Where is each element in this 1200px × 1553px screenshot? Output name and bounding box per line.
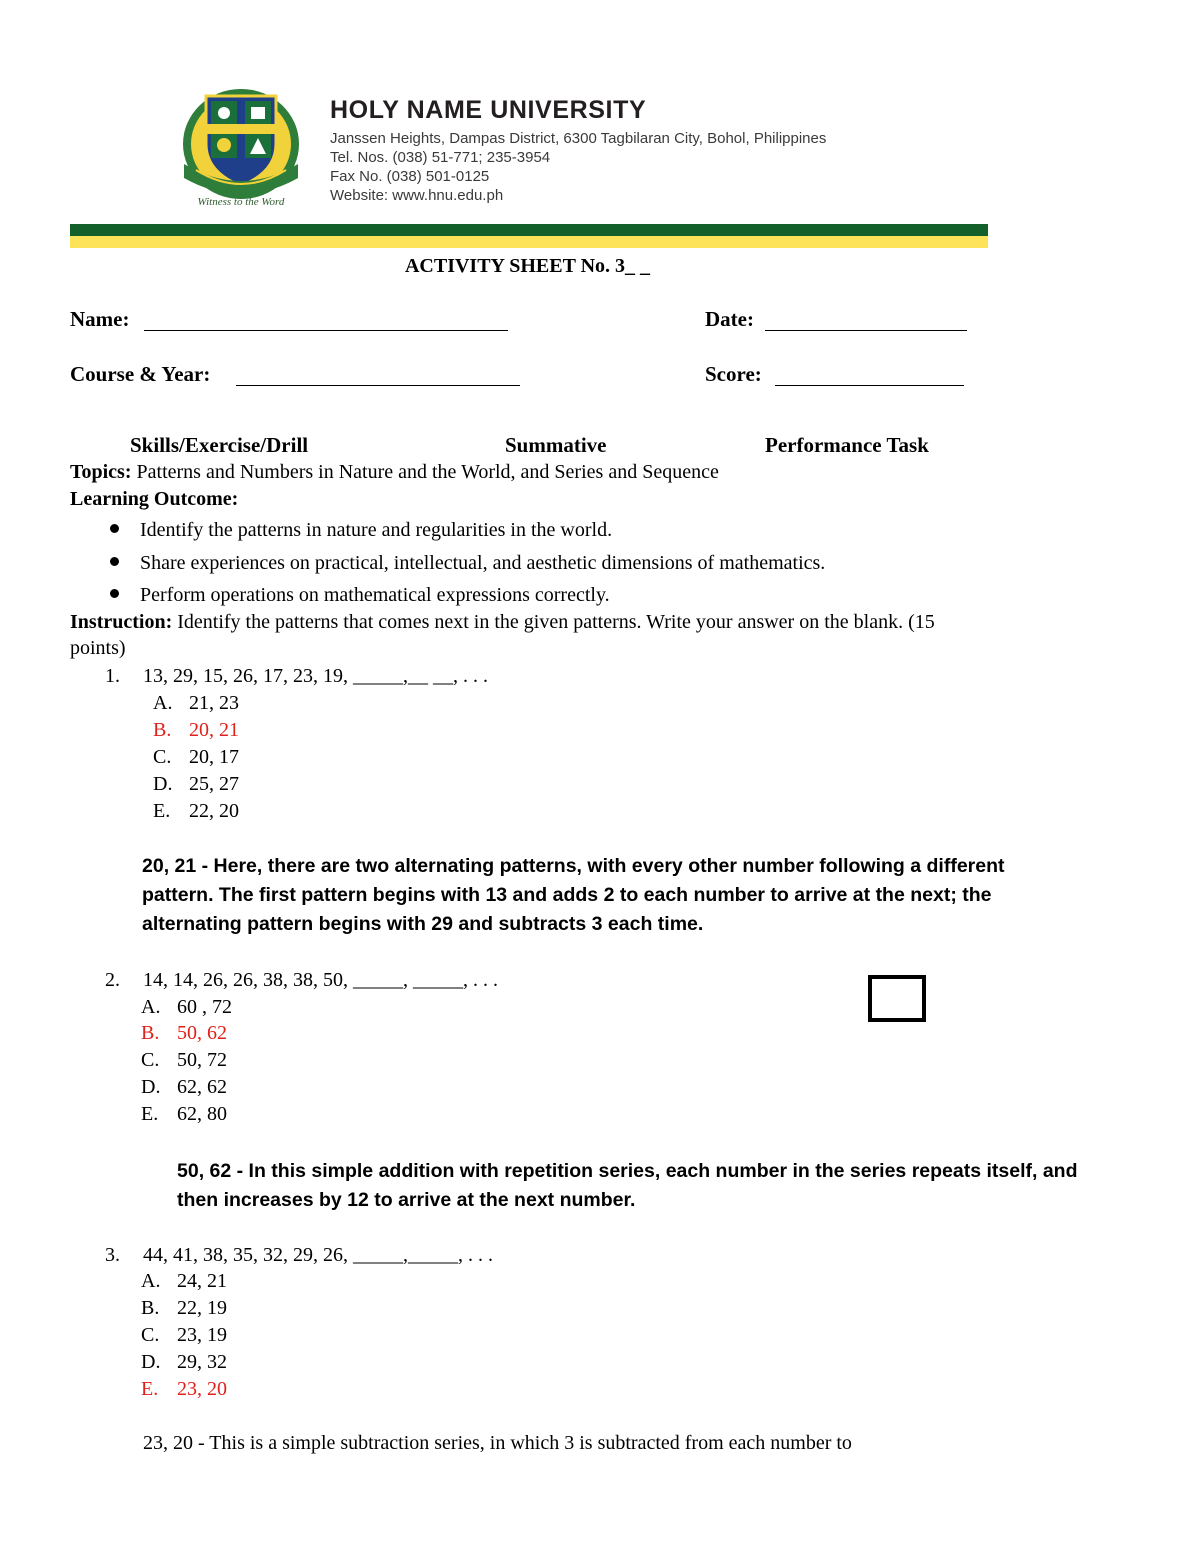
name-field[interactable]: [144, 330, 508, 331]
university-logo: [178, 86, 304, 214]
topics-text: Patterns and Numbers in Nature and the World, and Series and Sequence: [131, 461, 719, 483]
option-value: 25, 27: [189, 773, 239, 795]
type-summative: Summative: [505, 433, 607, 457]
option-letter: D.: [141, 1351, 161, 1373]
date-label: Date:: [705, 307, 754, 331]
option-letter: A.: [141, 996, 161, 1018]
option-value: 60 , 72: [177, 996, 232, 1018]
instruction-text: Identify the patterns that comes next in the given patterns. Write your answer on the blank. (15: [172, 611, 935, 633]
option-value: 20, 21: [189, 719, 239, 741]
type-skills: Skills/Exercise/Drill: [130, 433, 309, 457]
bullet-icon: [110, 524, 119, 533]
option-letter: E.: [141, 1378, 159, 1400]
name-label: Name:: [70, 307, 130, 331]
option-value: 50, 62: [177, 1022, 227, 1044]
explanation-line: then increases by 12 to arrive at the next number.: [177, 1189, 636, 1211]
option-value: 21, 23: [189, 692, 239, 714]
learning-outcome-label: Learning Outcome:: [70, 488, 239, 510]
question-number: 2.: [105, 969, 120, 991]
outcome-item: Perform operations on mathematical expressions correctly.: [140, 584, 610, 606]
bullet-icon: [110, 557, 119, 566]
bullet-icon: [110, 589, 119, 598]
explanation-line: pattern. The first pattern begins with 13 and adds 2 to each number to arrive at the next; the: [142, 884, 992, 906]
header-band-yellow: [70, 236, 988, 248]
option-letter: B.: [141, 1297, 160, 1319]
university-tel: Tel. Nos. (038) 51-771; 235-3954: [330, 149, 551, 166]
logo-motto: Witness to the Word: [197, 196, 285, 208]
header-band-green: [70, 224, 988, 236]
option-letter: A.: [153, 692, 173, 714]
explanation-line: 23, 20 - This is a simple subtraction series, in which 3 is subtracted from each number to: [143, 1432, 852, 1454]
option-value: 20, 17: [189, 746, 239, 768]
question-number: 1.: [105, 665, 120, 687]
course-year-label: Course & Year:: [70, 362, 211, 386]
outcome-item: Share experiences on practical, intellectual, and aesthetic dimensions of mathematics.: [140, 552, 826, 574]
option-letter: C.: [141, 1049, 160, 1071]
activity-title: ACTIVITY SHEET No. 3_ _: [404, 255, 651, 277]
option-letter: E.: [141, 1103, 159, 1125]
score-label: Score:: [705, 362, 762, 386]
option-value: 24, 21: [177, 1270, 227, 1292]
university-fax: Fax No. (038) 501-0125: [330, 168, 490, 185]
university-address: Janssen Heights, Dampas District, 6300 Tagbilaran City, Bohol, Philippines: [330, 130, 827, 147]
explanation-line: 50, 62 - In this simple addition with repetition series, each number in the series repeats itself, and: [177, 1160, 1078, 1182]
type-performance-task: Performance Task: [765, 433, 929, 457]
score-field[interactable]: [775, 385, 964, 386]
option-value: 22, 20: [189, 800, 239, 822]
option-letter: D.: [141, 1076, 161, 1098]
option-letter: B.: [153, 719, 172, 741]
instruction-line: [70, 611, 935, 634]
option-letter: D.: [153, 773, 173, 795]
question-text: 14, 14, 26, 26, 38, 38, 50, _____, _____, . . .: [143, 969, 498, 991]
outcome-item: Identify the patterns in nature and regularities in the world.: [140, 519, 613, 541]
question-text: 13, 29, 15, 26, 17, 23, 19, _____,__ __, . . .: [143, 665, 488, 687]
option-letter: C.: [153, 746, 172, 768]
date-field[interactable]: [765, 330, 967, 331]
option-letter: E.: [153, 800, 171, 822]
instruction-text-cont: points): [70, 637, 126, 659]
topics-line: [70, 461, 719, 484]
question-text: 44, 41, 38, 35, 32, 29, 26, _____,_____, . . .: [143, 1244, 493, 1266]
instruction-label: Instruction:: [70, 611, 173, 633]
option-letter: A.: [141, 1270, 161, 1292]
checkbox-square[interactable]: [868, 975, 926, 1022]
option-value: 50, 72: [177, 1049, 227, 1071]
university-website: Website: www.hnu.edu.ph: [330, 187, 504, 204]
option-letter: C.: [141, 1324, 160, 1346]
topics-label: Topics:: [70, 461, 132, 483]
option-value: 62, 80: [177, 1103, 227, 1125]
course-year-field[interactable]: [236, 385, 520, 386]
option-value: 62, 62: [177, 1076, 227, 1098]
explanation-line: 20, 21 - Here, there are two alternating patterns, with every other number following a different: [142, 855, 1005, 877]
option-value: 23, 19: [177, 1324, 227, 1346]
option-value: 29, 32: [177, 1351, 227, 1373]
question-number: 3.: [105, 1244, 120, 1266]
option-value: 22, 19: [177, 1297, 227, 1319]
explanation-line: alternating pattern begins with 29 and subtracts 3 each time.: [142, 913, 704, 935]
option-value: 23, 20: [177, 1378, 227, 1400]
university-name: HOLY NAME UNIVERSITY: [330, 96, 647, 124]
option-letter: B.: [141, 1022, 160, 1044]
